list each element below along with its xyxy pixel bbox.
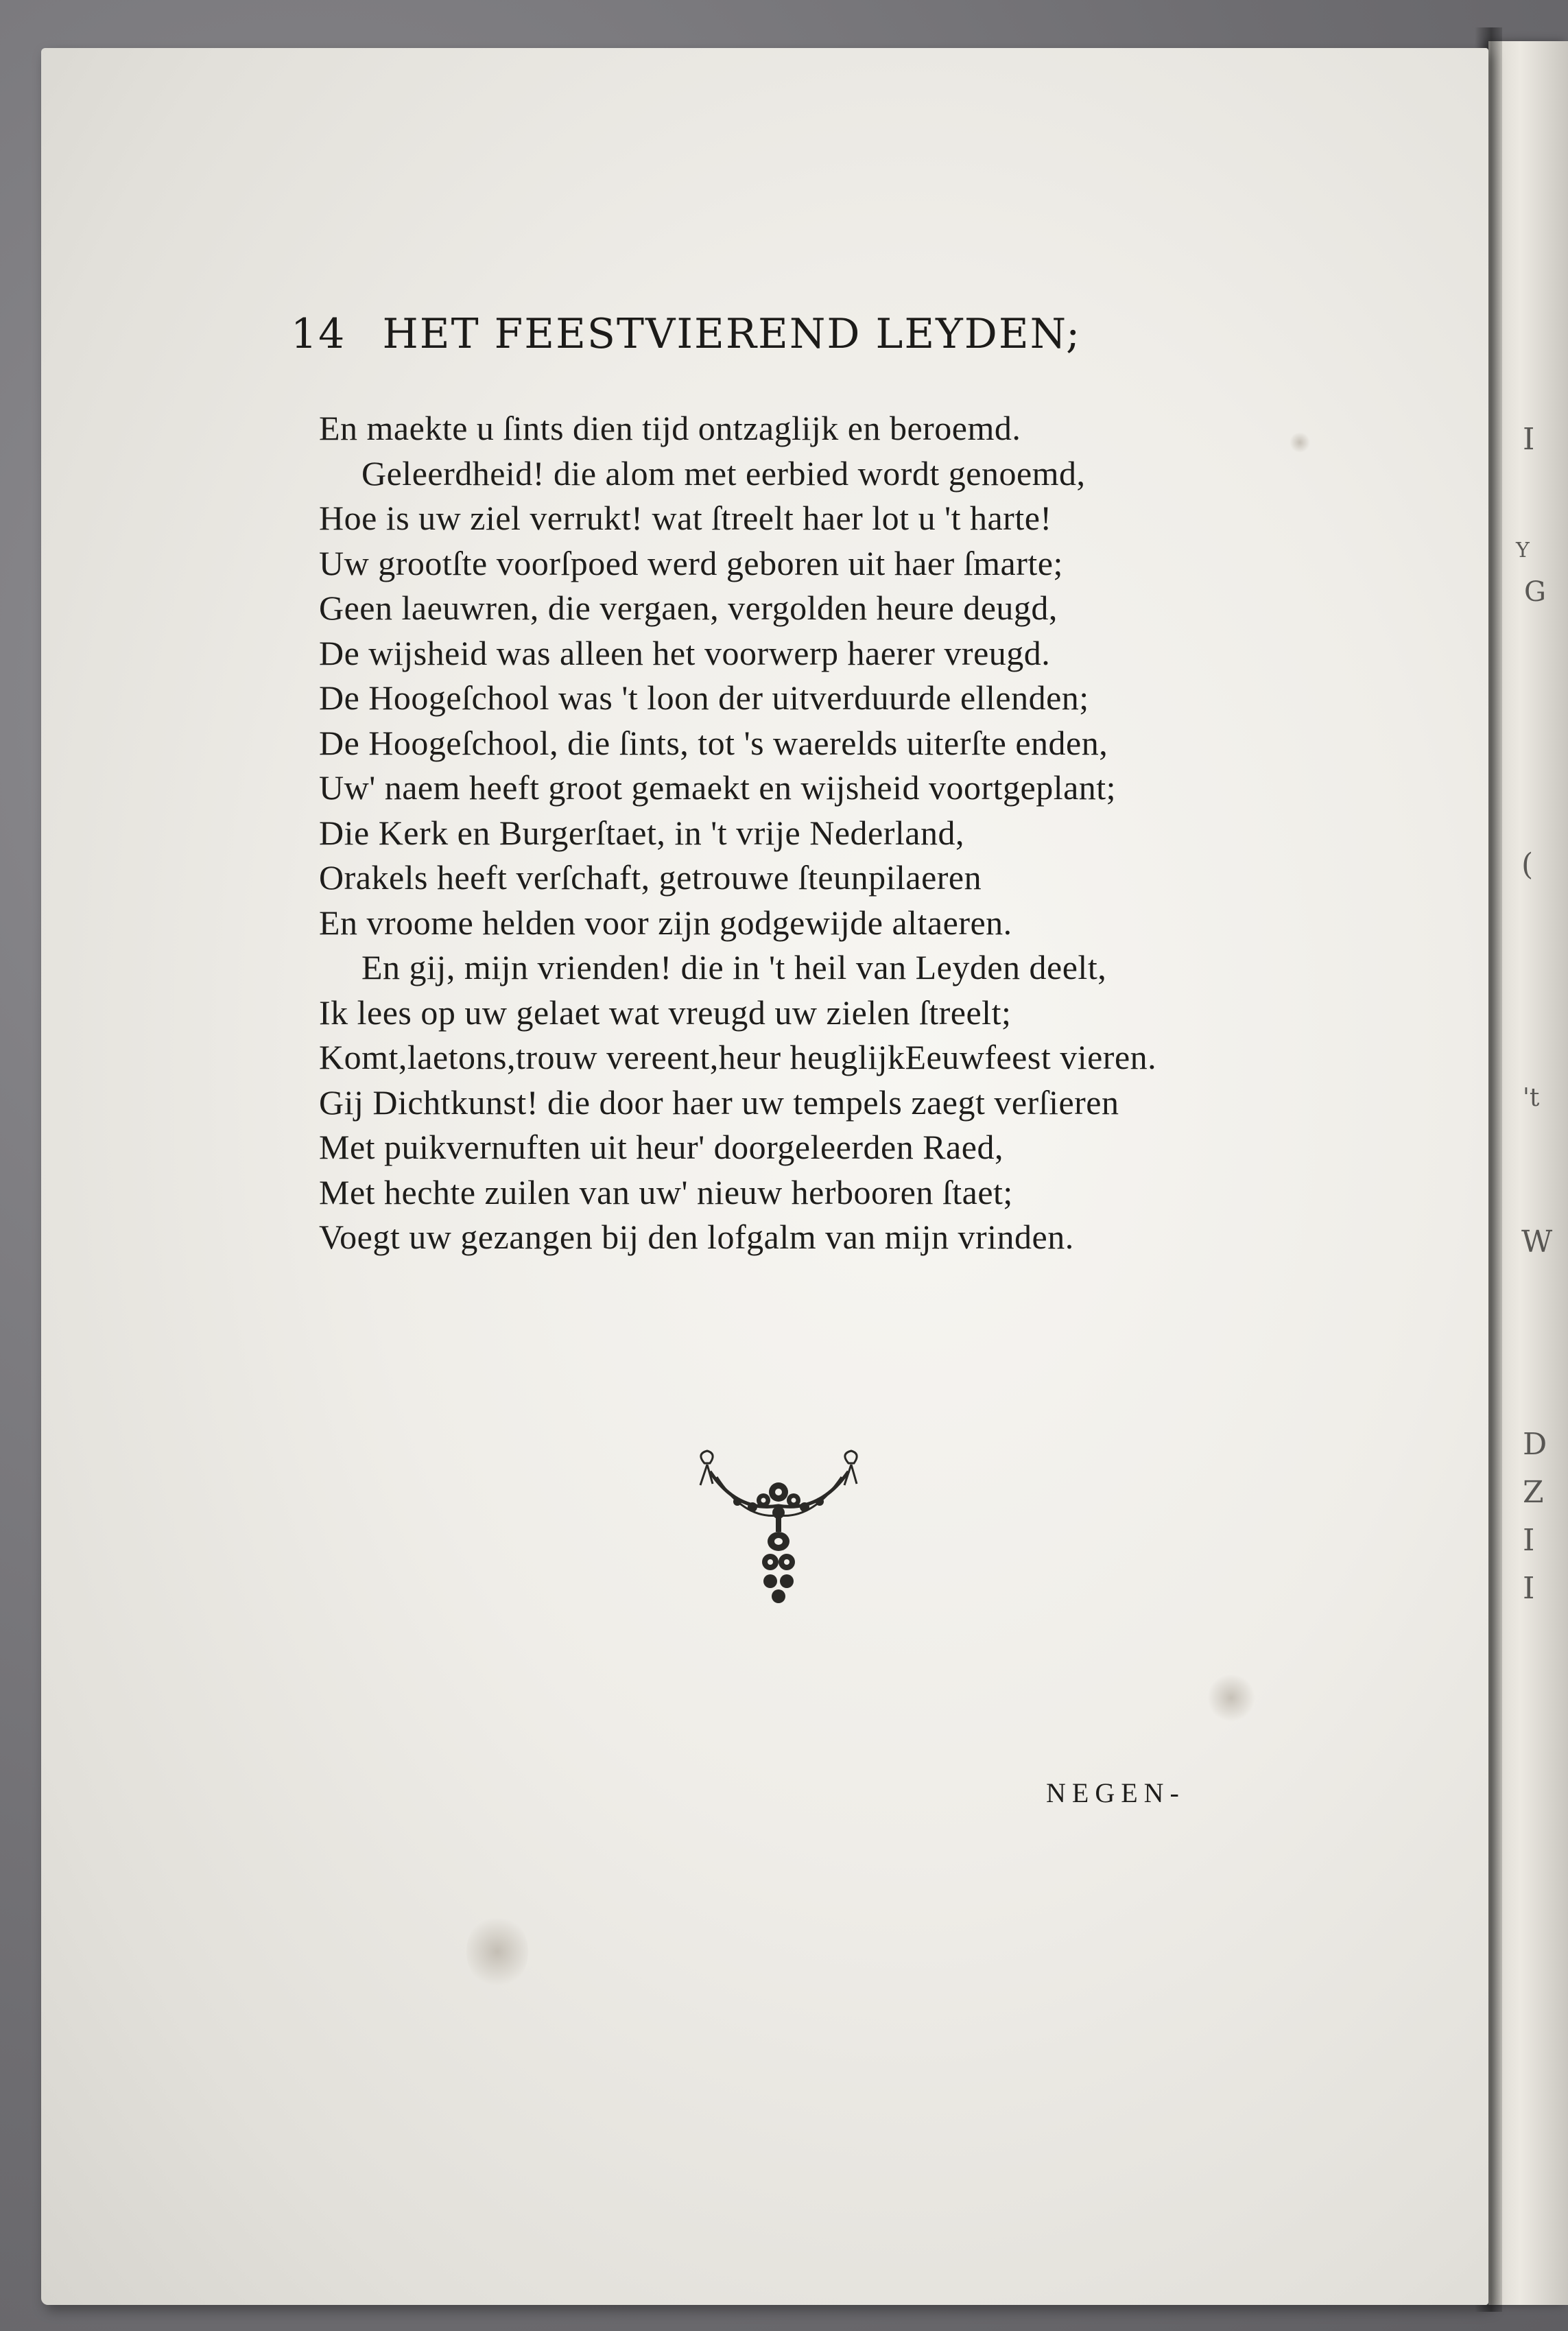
- verse-line: De wijsheid was alleen het voorwerp haerer vreugd.: [319, 633, 1051, 672]
- verse-line: Met puikvernuften uit heur' doorgeleerden Raed,: [319, 1128, 1003, 1166]
- facing-page-fragment: I: [1523, 422, 1535, 457]
- facing-page-fragment: 't: [1523, 1084, 1540, 1112]
- facing-page-fragment: G: [1524, 576, 1546, 608]
- catchword: NEGEN-: [1046, 1777, 1185, 1808]
- verse-line: Geen laeuwren, die vergaen, vergolden heure deugd,: [319, 589, 1058, 627]
- verse-line: En gij, mijn vrienden! die in 't heil van Leyden deelt,: [361, 948, 1107, 986]
- foxing-spot: [466, 1914, 528, 1989]
- facing-page-fragment: I: [1523, 1523, 1535, 1558]
- verse-line: En maekte u ſints dien tijd ontzaglijk en beroemd.: [319, 409, 1021, 447]
- verse-block: [319, 406, 1293, 1260]
- facing-page-fragment: (: [1521, 847, 1534, 882]
- running-head: [291, 310, 1183, 358]
- verse-line: Ik lees op uw gelaet wat vreugd uw zielen ſtreelt;: [319, 993, 1012, 1032]
- verse-line: Komt,laetons,trouw vereent,heur heuglijkEeuwfeest vieren.: [319, 1038, 1157, 1076]
- verse-line: Voegt uw gezangen bij den lofgalm van mijn vrinden.: [319, 1218, 1074, 1256]
- verse-line: De Hoogeſchool was 't loon der uitverduurde ellenden;: [319, 678, 1089, 717]
- verse-line: De Hoogeſchool, die ſints, tot 's waerelds uiterſte enden,: [319, 723, 1108, 762]
- floral-garland-icon: [689, 1444, 868, 1616]
- verse-line: Gij Dichtkunst! die door haer uw tempels zaegt verſieren: [319, 1082, 1119, 1122]
- facing-page-fragment: D: [1523, 1427, 1547, 1462]
- verse-line: Geleerdheid! die alom met eerbied wordt genoemd,: [361, 453, 1086, 493]
- facing-page-fragment: I: [1523, 1571, 1535, 1606]
- running-head-title: HET FEESTVIEREND LEYDEN;: [382, 310, 1082, 358]
- verse-line: Met hechte zuilen van uw' nieuw herbooren ſtaet;: [319, 1172, 1013, 1211]
- facing-page-fragment: W: [1521, 1224, 1553, 1259]
- verse-line: Die Kerk en Burgerſtaet, in 't vrije Nederland,: [319, 813, 964, 852]
- verse-line: Orakels heeft verſchaft, getrouwe ſteunpilaeren: [319, 858, 982, 897]
- verse-line: Uw grootſte voorſpoed werd geboren uit haer ſmarte;: [319, 543, 1063, 582]
- verse-line: En vroome helden voor zijn godgewijde altaeren.: [319, 903, 1012, 942]
- facing-page-fragment: Y: [1516, 539, 1530, 563]
- verse-line: Hoe is uw ziel verrukt! wat ſtreelt haer lot u 't harte!: [319, 499, 1052, 537]
- page-number: 14: [291, 310, 346, 358]
- facing-page-fragment: Z: [1523, 1475, 1544, 1510]
- verse-line: Uw' naem heeft groot gemaekt en wijsheid voortgeplant;: [319, 768, 1117, 807]
- foxing-spot: [1207, 1674, 1255, 1722]
